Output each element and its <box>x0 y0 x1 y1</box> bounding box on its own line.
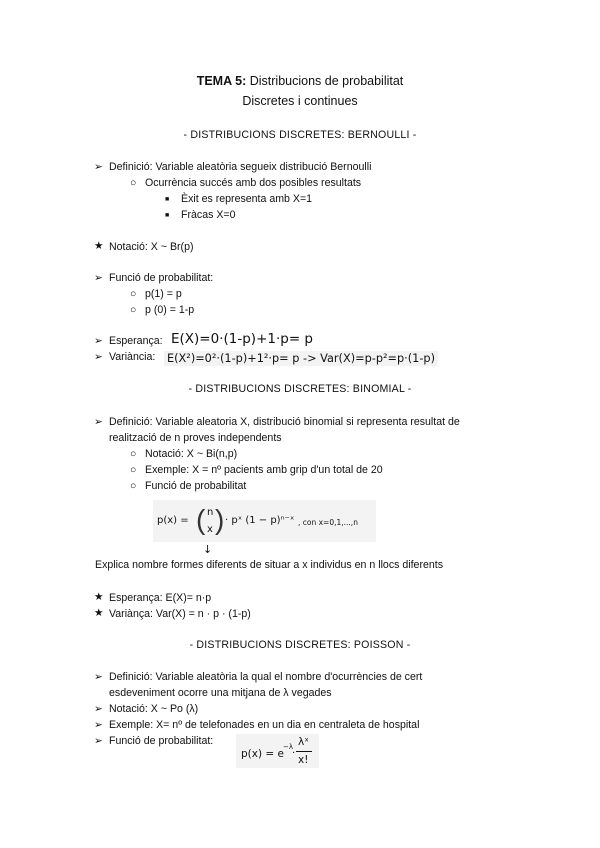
binomial-formula-n: n <box>207 507 214 518</box>
poisson-definition-line2: esdeveniment ocorre una mitjana de λ vegades <box>109 687 332 699</box>
square-bullet-icon: ■ <box>165 196 170 203</box>
binomial-explanation: Explica nombre formes diferents de situar a x individus en n llocs diferents <box>95 559 443 571</box>
bernoulli-failure: Fràcas X=0 <box>181 209 236 221</box>
binomial-formula-lhs: p(x) = <box>157 515 189 526</box>
bernoulli-variance-label: Variància: <box>109 351 156 363</box>
poisson-formula-lhs: p(x) = e <box>241 748 285 760</box>
poisson-notation: Notació: X ~ Po (λ) <box>109 703 199 715</box>
bernoulli-variance-formula: E(X²)=0²·(1-p)+1²·p= p -> Var(X)=p-p²=p·(1-p) <box>164 351 438 366</box>
close-paren-icon: ) <box>215 504 225 535</box>
title-bold: TEMA 5: <box>196 74 247 88</box>
star-bullet-icon: ★ <box>94 240 104 252</box>
circle-bullet-icon: ○ <box>130 304 137 316</box>
bernoulli-heading: - DISTRIBUCIONS DISCRETES: BERNOULLI - <box>183 129 417 141</box>
binomial-definition-line1: Definició: Variable aleatoria X, distribució binomial si representa resultat de <box>109 416 460 428</box>
arrow-bullet-icon: ➢ <box>94 703 103 715</box>
arrow-bullet-icon: ➢ <box>94 335 103 347</box>
binomial-formula-domain: , con x=0,1,...,n <box>298 518 358 527</box>
circle-bullet-icon: ○ <box>130 288 137 300</box>
arrow-bullet-icon: ➢ <box>94 351 103 363</box>
binomial-expectation: Esperança: E(X)= n·p <box>109 592 212 604</box>
open-paren-icon: ( <box>196 504 206 535</box>
bernoulli-p0: p (0) = 1-p <box>145 304 195 316</box>
poisson-definition-line1: Definició: Variable aleatòria la qual el nombre d'ocurrències de cert <box>109 671 423 683</box>
page-title <box>0 74 600 88</box>
binomial-notation: Notació: X ~ Bi(n,p) <box>145 448 238 460</box>
arrow-bullet-icon: ➢ <box>94 161 103 173</box>
poisson-formula-numerator: λˣ <box>298 736 309 748</box>
arrow-bullet-icon: ➢ <box>94 719 103 731</box>
fraction-bar <box>296 751 312 752</box>
binomial-prob-function: Funció de probabilitat <box>145 480 247 492</box>
poisson-heading: - DISTRIBUCIONS DISCRETES: POISSON - <box>189 639 411 651</box>
poisson-prob-function: Funció de probabilitat: <box>109 735 214 747</box>
bernoulli-definition: Definició: Variable aleatòria segueix distribució Bernoulli <box>109 161 372 173</box>
square-bullet-icon: ■ <box>165 212 170 219</box>
binomial-formula-rest: · pˣ (1 − p)ⁿ⁻ˣ <box>225 515 295 526</box>
bernoulli-occurrence: Ocurrència succés amb dos posibles resultats <box>145 177 362 189</box>
binomial-formula <box>153 500 376 542</box>
down-arrow-icon: ↓ <box>203 543 213 556</box>
title-rest: Distribucions de probabilitat <box>246 74 404 88</box>
arrow-bullet-icon: ➢ <box>94 272 103 284</box>
circle-bullet-icon: ○ <box>130 464 137 476</box>
arrow-bullet-icon: ➢ <box>94 416 103 428</box>
arrow-bullet-icon: ➢ <box>94 671 103 683</box>
dot-icon: · <box>292 748 296 759</box>
star-bullet-icon: ★ <box>94 591 104 603</box>
binomial-example: Exemple: X = nº pacients amb grip d'un total de 20 <box>145 464 383 476</box>
bernoulli-expectation-formula: E(X)=0·(1-p)+1·p= p <box>171 331 314 347</box>
circle-bullet-icon: ○ <box>130 480 137 492</box>
poisson-formula-exponent: −λ <box>283 743 294 751</box>
poisson-example: Exemple: X= nº de telefonades en un dia en centraleta de hospital <box>109 719 420 731</box>
binomial-heading: - DISTRIBUCIONS DISCRETES: BINOMIAL - <box>188 383 412 395</box>
bernoulli-prob-function: Funció de probabilitat: <box>109 272 214 284</box>
binomial-definition-line2: realització de n proves independents <box>109 432 282 444</box>
poisson-formula-denominator: x! <box>298 754 309 766</box>
binomial-variance: Variànça: Var(X) = n · p · (1-p) <box>109 608 251 620</box>
circle-bullet-icon: ○ <box>130 448 137 460</box>
bernoulli-expectation-label: Esperança: <box>109 335 163 347</box>
bernoulli-success: Èxit es representa amb X=1 <box>181 193 313 205</box>
bernoulli-notation: Notació: X ~ Br(p) <box>109 241 194 253</box>
binomial-formula-x: x <box>207 524 213 535</box>
arrow-bullet-icon: ➢ <box>94 735 103 747</box>
circle-bullet-icon: ○ <box>130 177 137 189</box>
bernoulli-p1: p(1) = p <box>145 288 182 300</box>
poisson-formula <box>236 734 319 768</box>
page-subtitle: Discretes i continues <box>242 94 358 108</box>
star-bullet-icon: ★ <box>94 607 104 619</box>
